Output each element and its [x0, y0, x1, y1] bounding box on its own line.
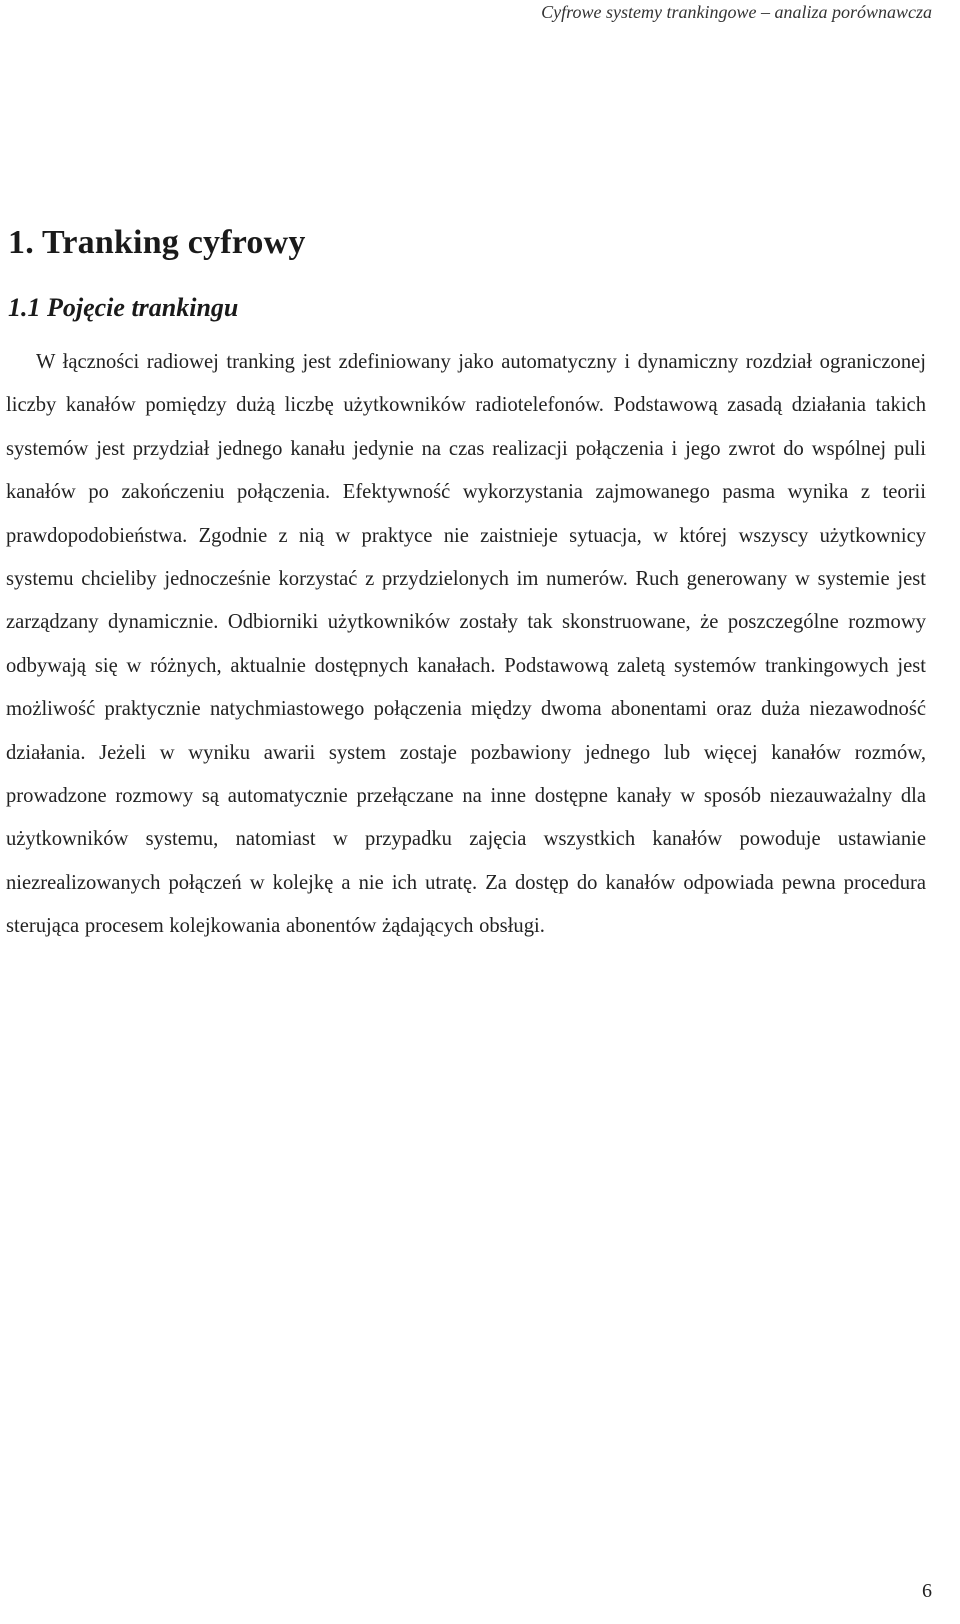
chapter-title: 1. Tranking cyfrowy [8, 224, 306, 261]
section-title: 1.1 Pojęcie trankingu [8, 293, 239, 322]
running-header: Cyfrowe systemy trankingowe – analiza porównawcza [541, 2, 932, 22]
page-number: 6 [922, 1580, 932, 1602]
body-paragraph: W łączności radiowej tranking jest zdefiniowany jako automatyczny i dynamiczny rozdział ograniczonej liczby kanałów pomiędzy dużą liczbę użytkowników radiotelefonów. Podstawową zasadą działania takich systemów jest przydział jednego kanału jedynie na czas realizacji połączenia i jego zwrot do wspólnej puli kanałów po zakończeniu połączenia. Efektywność wykorzystania zajmowanego pasma wynika z teorii prawdopodobieństwa. Zgodnie z nią w praktyce nie zaistnieje sytuacja, w której wszyscy użytkownicy systemu chcieliby jednocześnie korzystać z przydzielonych im numerów. Ruch generowany w systemie jest zarządzany dynamicznie. Odbiorniki użytkowników zostały tak skonstruowane, że poszczególne rozmowy odbywają się w różnych, aktualnie dostępnych kanałach. Podstawową zaletą systemów trankingowych jest możliwość praktycznie natychmiastowego połączenia między dwoma abonentami oraz duża niezawodność działania. Jeżeli w wyniku awarii system zostaje pozbawiony jednego lub więcej kanałów rozmów, prowadzone rozmowy są automatycznie przełączane na inne dostępne kanały w sposób niezauważalny dla użytkowników systemu, natomiast w przypadku zajęcia wszystkich kanałów powoduje ustawianie niezrealizowanych połączeń w kolejkę a nie ich utratę. Za dostęp do kanałów odpowiada pewna procedura sterująca procesem kolejkowania abonentów żądających obsługi. [6, 351, 926, 938]
